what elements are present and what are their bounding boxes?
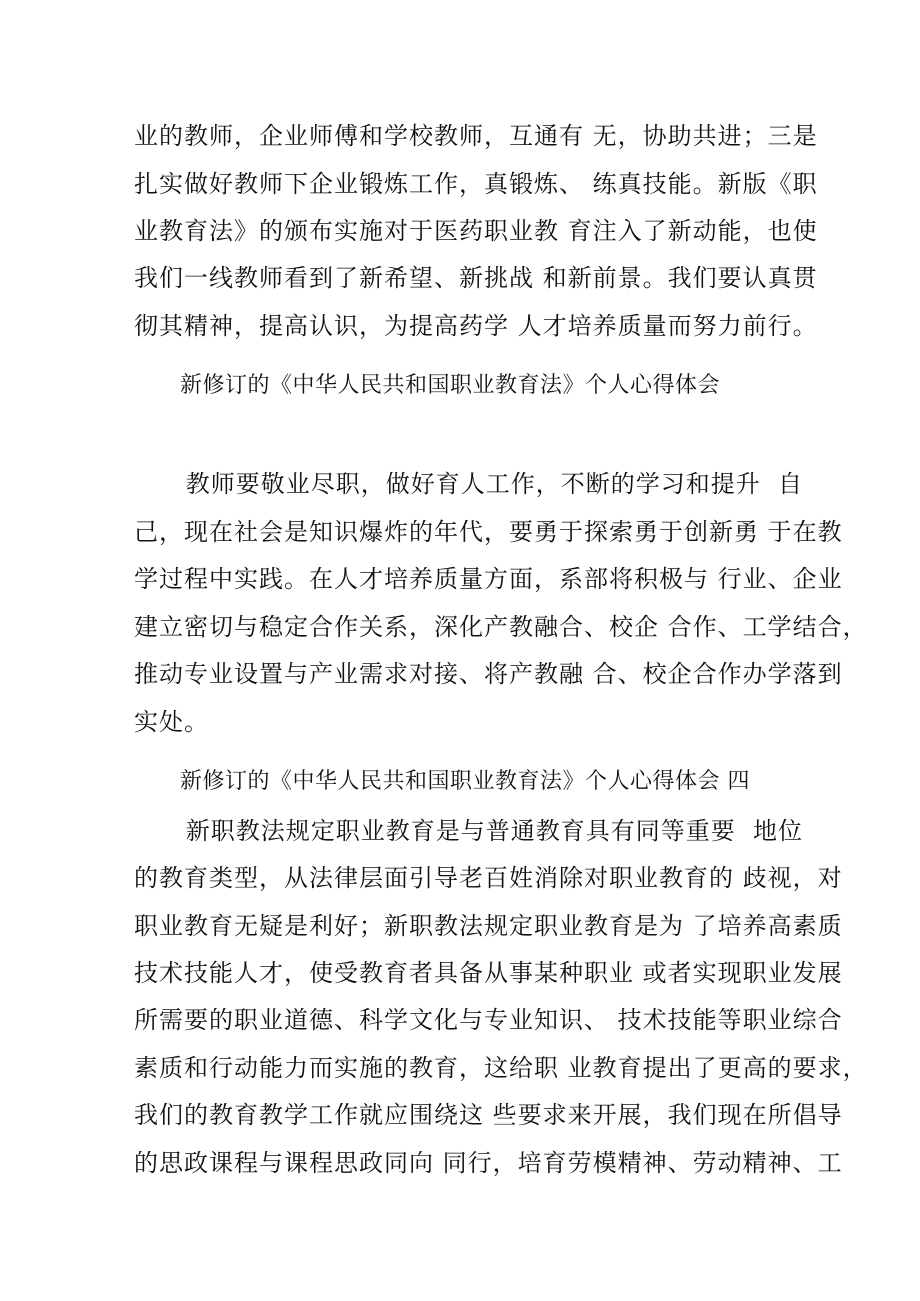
paragraph-line: 实处。	[134, 708, 209, 736]
paragraph-line: 推动专业设置与产业需求对接、将产教融 合、校企合作办学落到	[134, 660, 843, 688]
paragraph-line: 的教育类型，从法律层面引导老百姓消除对职业教育的 歧视，对	[134, 864, 843, 892]
section-heading: 新修订的《中华人民共和国职业教育法》个人心得体会	[180, 373, 721, 398]
paragraph-line: 职业教育无疑是利好；新职教法规定职业教育是为 了培养高素质	[134, 912, 843, 940]
paragraph-line: 彻其精神，提高认识，为提高药学 人才培养质量而努力前行。	[134, 312, 818, 340]
paragraph-line: 学过程中实践。在人才培养质量方面，系部将积极与 行业、企业	[134, 565, 843, 593]
paragraph-line: 我们一线教师看到了新希望、新挑战 和新前景。我们要认真贯	[134, 264, 818, 292]
paragraph-line: 建立密切与稳定合作关系，深化产教融合、校企 合作、工学结合，	[134, 613, 868, 641]
paragraph-line: 我们的教育教学工作就应围绕这 些要求来开展，我们现在所倡导	[134, 1101, 843, 1129]
paragraph-line: 技术技能人才，使受教育者具备从事某种职业 或者实现职业发展	[134, 959, 843, 987]
paragraph-line: 的思政课程与课程思政同向 同行，培育劳模精神、劳动精神、工	[134, 1149, 843, 1177]
section-heading: 新修订的《中华人民共和国职业教育法》个人心得体会 四	[180, 769, 750, 794]
paragraph-line: 业教育法》的颁布实施对于医药职业教 育注入了新动能，也使	[134, 217, 818, 245]
paragraph-line: 素质和行动能力而实施的教育，这给职 业教育提出了更高的要求，	[134, 1054, 868, 1082]
paragraph-line: 新职教法规定职业教育是与普通教育具有同等重要 地位	[134, 817, 804, 845]
paragraph-line: 所需要的职业道德、科学文化与专业知识、 技术技能等职业综合	[134, 1006, 843, 1034]
paragraph-line: 扎实做好教师下企业锻炼工作，真锻炼、 练真技能。新版《职	[134, 170, 818, 198]
paragraph-line: 教师要敬业尽职，做好育人工作，不断的学习和提升 自	[134, 470, 804, 498]
paragraph-line: 业的教师，企业师傅和学校教师，互通有 无，协助共进；三是	[134, 122, 818, 150]
paragraph-line: 己，现在社会是知识爆炸的年代，要勇于探索勇于创新勇 于在教	[134, 518, 843, 546]
